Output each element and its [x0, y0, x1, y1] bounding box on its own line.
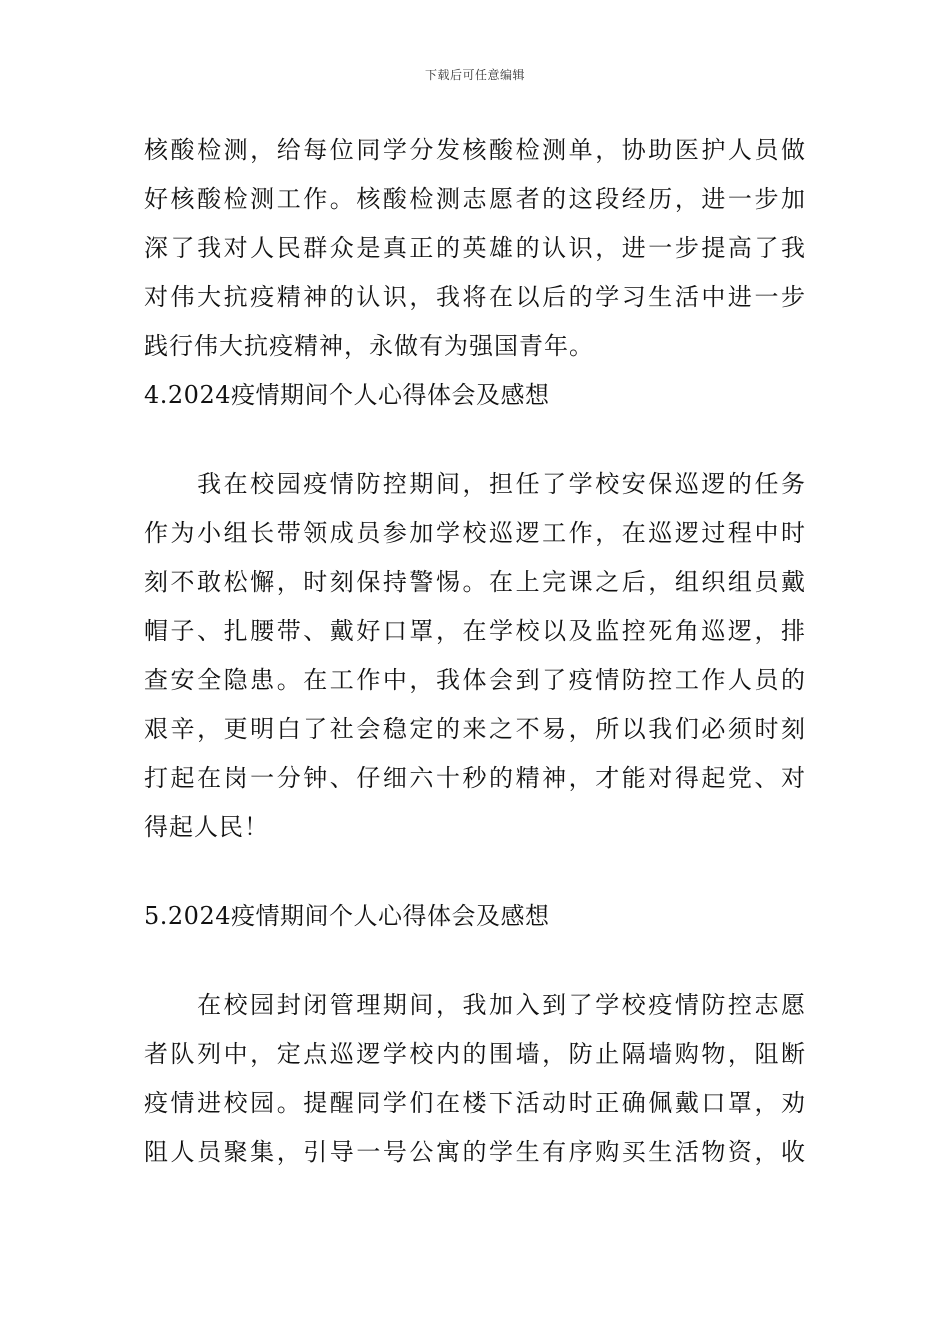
spacer [144, 420, 806, 460]
spacer [144, 852, 806, 892]
page-header: 下载后可任意编辑 [424, 68, 525, 82]
paragraph-line: 作为小组长带领成员参加学校巡逻工作，在巡逻过程中时 [144, 519, 806, 547]
paragraph-1 [144, 126, 806, 371]
paragraph-line: 查安全隐患。在工作中，我体会到了疫情防控工作人员的 [144, 666, 806, 694]
paragraph-line: 刻不敢松懈，时刻保持警惕。在上完课之后，组织组员戴 [144, 568, 806, 596]
paragraph-line: 疫情进校园。提醒同学们在楼下活动时正确佩戴口罩，劝 [144, 1089, 806, 1117]
paragraph-line: 艰辛，更明白了社会稳定的来之不易，所以我们必须时刻 [144, 715, 806, 743]
paragraph-line: 我在校园疫情防控期间，担任了学校安保巡逻的任务 [144, 470, 806, 498]
paragraph-line: 深了我对人民群众是真正的英雄的认识，进一步提高了我 [144, 234, 806, 262]
paragraph-line: 好核酸检测工作。核酸检测志愿者的这段经历，进一步加 [144, 185, 806, 213]
paragraph-line: 在校园封闭管理期间，我加入到了学校疫情防控志愿 [144, 991, 806, 1019]
section-heading-4: 4.2024疫情期间个人心得体会及感想 [144, 381, 550, 409]
paragraph-line: 阻人员聚集，引导一号公寓的学生有序购买生活物资，收 [144, 1138, 806, 1166]
paragraph-2 [144, 460, 806, 852]
section-heading-5: 5.2024疫情期间个人心得体会及感想 [144, 902, 550, 930]
document-body [144, 126, 806, 1177]
spacer [144, 941, 806, 981]
paragraph-line: 对伟大抗疫精神的认识，我将在以后的学习生活中进一步 [144, 283, 806, 311]
paragraph-line: 核酸检测，给每位同学分发核酸检测单，协助医护人员做 [144, 136, 806, 164]
paragraph-line: 打起在岗一分钟、仔细六十秒的精神，才能对得起党、对 [144, 764, 806, 792]
paragraph-3 [144, 981, 806, 1177]
paragraph-line: 践行伟大抗疫精神，永做有为强国青年。 [144, 332, 594, 360]
paragraph-line: 帽子、扎腰带、戴好口罩，在学校以及监控死角巡逻，排 [144, 617, 806, 645]
paragraph-line: 者队列中，定点巡逻学校内的围墙，防止隔墙购物，阻断 [144, 1040, 806, 1068]
paragraph-line: 得起人民！ [144, 813, 269, 841]
